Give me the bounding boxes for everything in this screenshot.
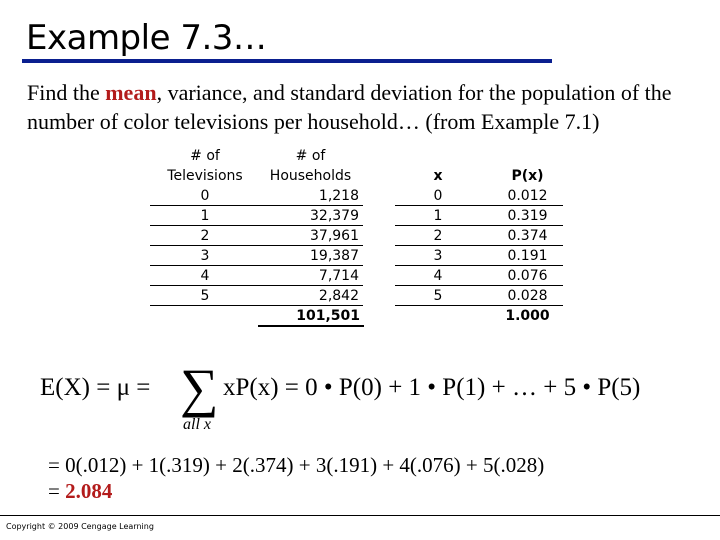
px-cell: 0.076	[507, 268, 548, 284]
table-row	[150, 286, 363, 306]
title-underline	[22, 59, 552, 63]
intro-before: Find the	[27, 80, 106, 105]
copyright-footer: Copyright © 2009 Cengage Learning	[6, 522, 154, 531]
summation-subscript: all x	[183, 416, 211, 433]
televisions-cell: 1	[200, 208, 210, 224]
x-cell: 5	[433, 288, 443, 304]
households-cell: 1,218	[318, 188, 359, 204]
table-row	[395, 226, 563, 246]
televisions-cell: 2	[200, 228, 210, 244]
table-row	[150, 186, 363, 206]
televisions-cell: 3	[200, 248, 210, 264]
table-row	[150, 266, 363, 286]
table-row	[150, 246, 363, 266]
table-row	[395, 286, 563, 306]
households-cell: 37,961	[310, 228, 359, 244]
computation-result	[48, 452, 544, 504]
header-televisions-line1: # of	[190, 148, 220, 164]
table-row	[395, 186, 563, 206]
formula-rhs: xP(x) = 0 • P(0) + 1 • P(1) + … + 5 • P(5)	[223, 374, 641, 401]
expected-value-formula	[40, 358, 700, 442]
table-row	[395, 246, 563, 266]
px-cell: 0.028	[507, 288, 548, 304]
households-cell: 19,387	[310, 248, 359, 264]
households-table	[150, 146, 365, 331]
px-cell: 0.191	[507, 248, 548, 264]
table-row	[150, 226, 363, 246]
px-cell: 0.319	[507, 208, 548, 224]
result-answer: 2.084	[65, 479, 113, 503]
x-cell: 0	[433, 188, 443, 204]
intro-highlight: mean	[105, 80, 157, 105]
televisions-cell: 4	[200, 268, 210, 284]
result-prefix: =	[48, 479, 66, 503]
header-households	[258, 146, 363, 186]
probability-table	[395, 146, 565, 331]
households-total: 101,501	[296, 308, 360, 324]
total-row	[395, 306, 563, 326]
formula-lhs: E(X) = μ =	[40, 374, 151, 401]
header-households-line1: # of	[295, 148, 326, 164]
result-line-1: = 0(.012) + 1(.319) + 2(.374) + 3(.191) + 4(.076) + 5(.028)	[48, 453, 545, 477]
header-televisions-line2: Televisions	[167, 168, 243, 184]
header-televisions	[150, 146, 260, 186]
footer-divider	[0, 515, 720, 516]
header-x: x	[433, 168, 443, 184]
x-cell: 4	[433, 268, 443, 284]
header-px: P(x)	[511, 168, 544, 184]
x-cell: 2	[433, 228, 443, 244]
table-row	[395, 266, 563, 286]
total-double-rule	[258, 326, 364, 327]
x-cell: 1	[433, 208, 443, 224]
televisions-cell: 0	[200, 188, 210, 204]
televisions-cell: 5	[200, 288, 210, 304]
px-cell: 0.012	[507, 188, 548, 204]
households-cell: 2,842	[318, 288, 359, 304]
probability-total: 1.000	[505, 308, 550, 324]
slide-title: Example 7.3…	[26, 18, 267, 58]
header-households-line2: Households	[269, 168, 352, 184]
result-line-2	[48, 478, 544, 504]
households-cell: 7,714	[318, 268, 359, 284]
table-row	[395, 206, 563, 226]
intro-text	[27, 78, 717, 136]
households-cell: 32,379	[310, 208, 359, 224]
px-cell: 0.374	[507, 228, 548, 244]
table-row	[150, 206, 363, 226]
intro-after: , variance, and standard deviation for the population of the number of color televisions per household… (from Example 7.1)	[27, 80, 672, 134]
total-row	[258, 306, 364, 326]
summation-symbol: ∑	[180, 358, 219, 418]
x-cell: 3	[433, 248, 443, 264]
